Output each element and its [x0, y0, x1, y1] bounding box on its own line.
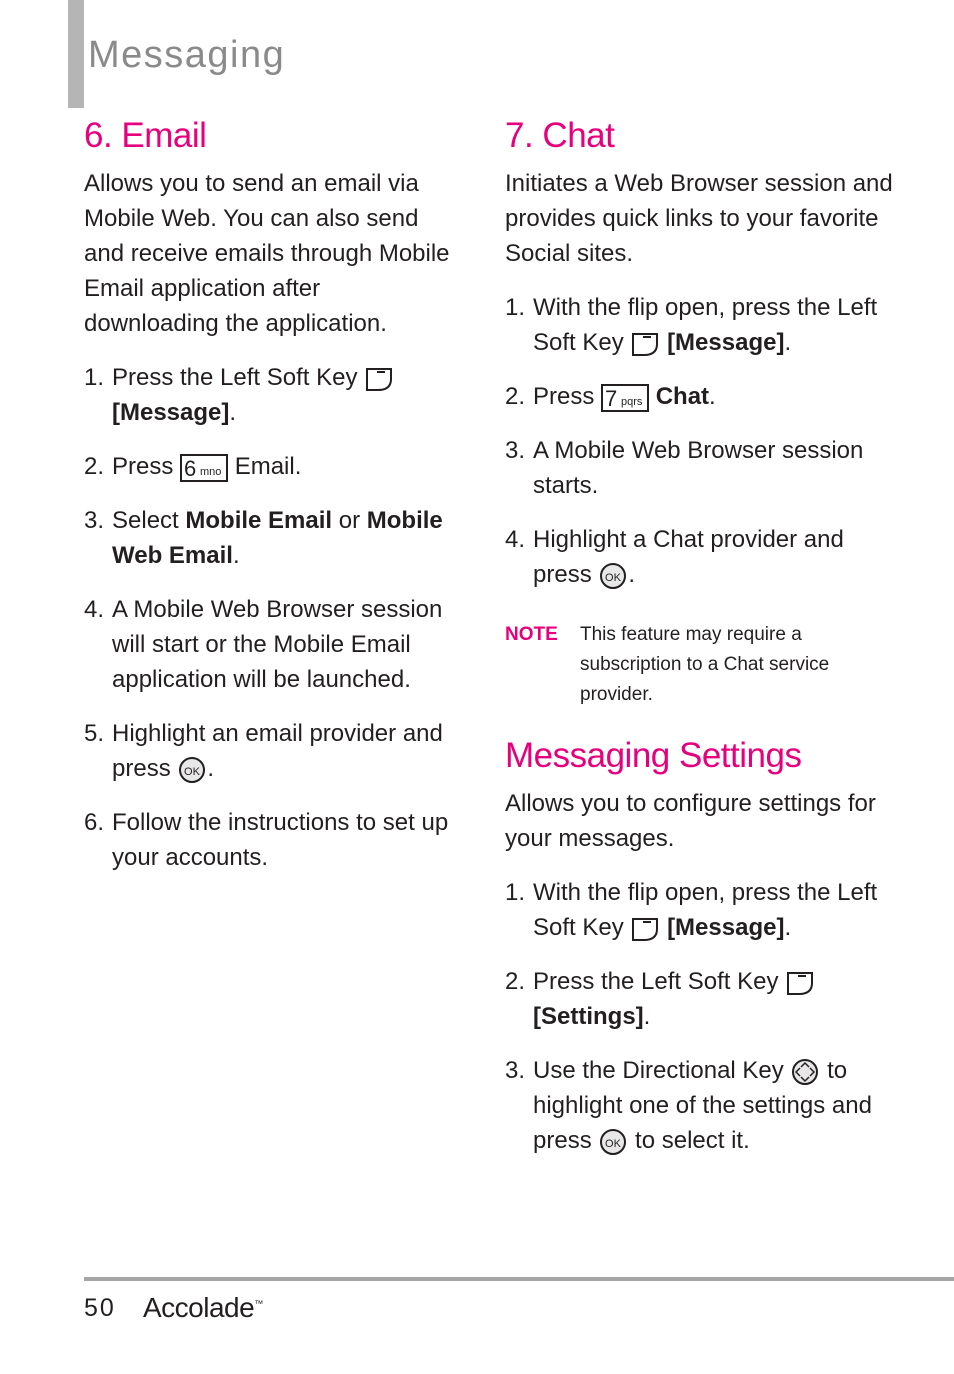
step-number: 2.: [84, 453, 105, 480]
left-soft-key-icon: [630, 330, 660, 358]
svg-text:mno: mno: [200, 465, 222, 478]
email-step-4: 4. A Mobile Web Browser session will start or the Mobile Email application will be launched.: [84, 592, 454, 697]
directional-key-icon: [790, 1057, 820, 1087]
email-column: [84, 116, 454, 875]
left-soft-key-icon: [364, 365, 394, 393]
settings-steps: [505, 875, 905, 1158]
email-step-3: 3. Select Mobile Email or Mobile Web Email.: [84, 503, 454, 573]
page-number: 50: [84, 1294, 116, 1322]
note-text: This feature may require a subscription to a Chat service provider.: [580, 624, 830, 705]
chat-step-1: 1. With the flip open, press the Left Soft Key [Message].: [505, 290, 905, 360]
settings-step-1: 1. With the flip open, press the Left Soft Key [Message].: [505, 875, 905, 945]
left-soft-key-icon: [785, 969, 815, 997]
step-number: 3.: [505, 1057, 526, 1084]
svg-text:6: 6: [184, 455, 197, 481]
step-number: 6.: [84, 809, 105, 836]
step-number: 2.: [505, 968, 526, 995]
key-7-icon: [601, 384, 649, 412]
key-6-icon: [180, 454, 228, 482]
footer-rule: [84, 1277, 954, 1281]
header-accent-bar: [68, 0, 84, 108]
email-step-1: 1. Press the Left Soft Key [Message].: [84, 360, 454, 430]
email-step-6: 6. Follow the instructions to set up your accounts.: [84, 805, 454, 875]
email-step-5: 5. Highlight an email provider and press OK .: [84, 716, 454, 786]
email-heading: 6. Email: [84, 116, 207, 155]
chat-step-2: 2. Press 7 pqrs Chat.: [505, 379, 905, 414]
step-number: 2.: [505, 383, 526, 410]
section-title: Messaging: [88, 34, 286, 76]
step-number: 1.: [505, 294, 526, 321]
chat-steps: [505, 290, 905, 592]
step-number: 1.: [505, 879, 526, 906]
step-number: 4.: [505, 526, 526, 553]
svg-text:7: 7: [605, 385, 618, 411]
step-number: 4.: [84, 596, 105, 623]
chat-step-3: 3. A Mobile Web Browser session starts.: [505, 433, 905, 503]
settings-step-3: 3. Use the Directional Key to highlight one of the settings and press OK to select it.: [505, 1053, 905, 1158]
chat-step-4: 4. Highlight a Chat provider and press OK .: [505, 522, 905, 592]
email-step-2: 2. Press 6 mno Email.: [84, 449, 454, 484]
ok-key-icon: [598, 561, 628, 591]
svg-text:OK: OK: [184, 765, 201, 778]
settings-intro: Allows you to configure settings for your messages.: [505, 790, 876, 852]
chat-note: [505, 620, 905, 710]
step-number: 1.: [84, 364, 105, 391]
settings-heading: Messaging Settings: [505, 736, 802, 775]
step-number: 3.: [505, 437, 526, 464]
svg-text:pqrs: pqrs: [621, 395, 643, 408]
ok-key-icon: [177, 755, 207, 785]
email-intro: Allows you to send an email via Mobile Web. You can also send and receive emails through Mobile Email application after downloading the application.: [84, 170, 450, 337]
left-soft-key-icon: [630, 915, 660, 943]
svg-text:OK: OK: [605, 1137, 622, 1150]
settings-step-2: 2. Press the Left Soft Key [Settings].: [505, 964, 905, 1034]
step-number: 5.: [84, 720, 105, 747]
chat-heading: 7. Chat: [505, 116, 615, 155]
svg-text:OK: OK: [605, 571, 622, 584]
chat-column: [505, 116, 905, 1158]
email-steps: [84, 360, 454, 875]
brand-logo: Accolade™: [143, 1292, 263, 1323]
ok-key-icon: [598, 1127, 628, 1157]
step-number: 3.: [84, 507, 105, 534]
note-label: NOTE: [505, 624, 558, 645]
chat-intro: Initiates a Web Browser session and provides quick links to your favorite Social sites.: [505, 170, 893, 267]
